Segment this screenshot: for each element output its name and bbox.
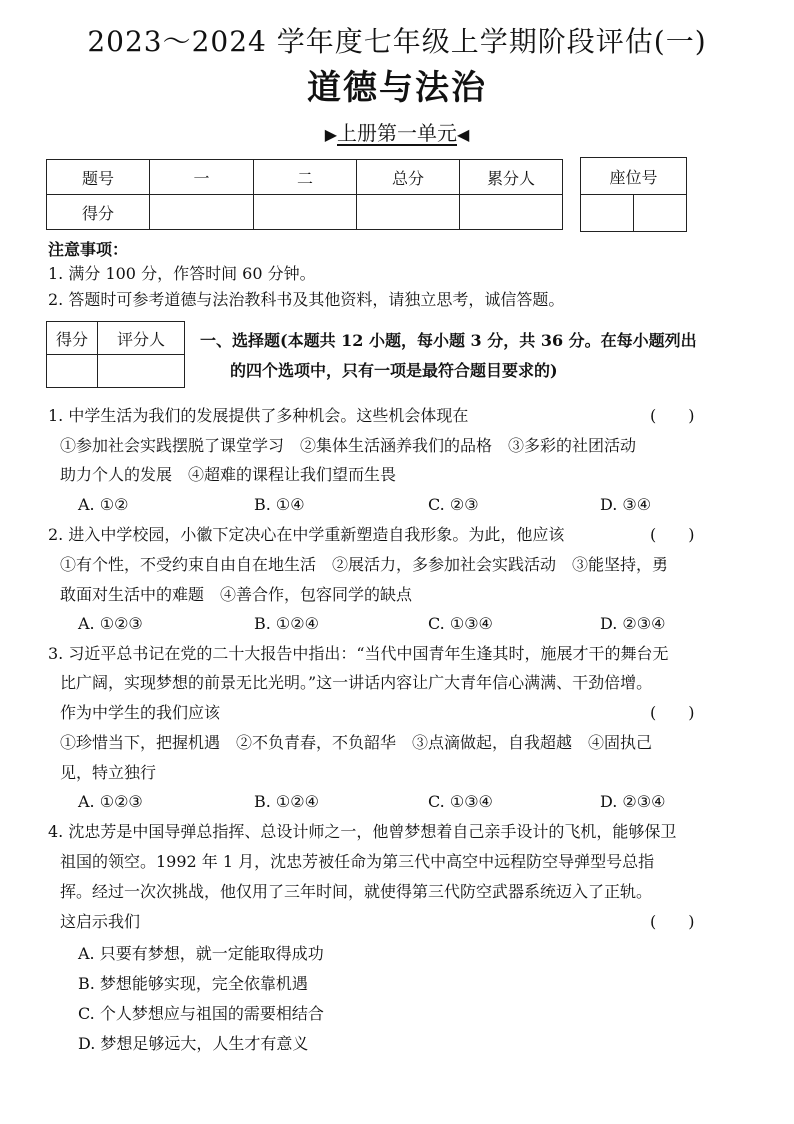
option-b: B. 梦想能够实现，完全依靠机遇 [78, 974, 308, 993]
option-d: D. ②③④ [600, 792, 666, 811]
section-heading-cont: 的四个选项中，只有一项是最符合题目要求的) [230, 361, 558, 380]
option-c: C. 个人梦想应与祖国的需要相结合 [78, 1004, 324, 1023]
seat-table [580, 157, 687, 232]
option-a: A. ①② [78, 495, 129, 514]
question-4-line: 这启示我们 [60, 912, 141, 931]
option-c: C. ①③④ [428, 792, 493, 811]
question-4-stem: 4. 沈忠芳是中国导弹总指挥、总设计师之一，他曾梦想着自己亲手设计的飞机，能够保卫 [48, 822, 677, 841]
question-3-line: 作为中学生的我们应该 [60, 703, 221, 722]
question-2-line: 敢面对生活中的难题 ④善合作，包容同学的缺点 [60, 585, 413, 604]
question-2-line: ①有个性，不受约束自由自在地生活 ②展活力，多参加社会实践活动 ③能坚持，勇 [60, 555, 669, 574]
question-4-line: 挥。经过一次次挑战，他仅用了三年时间，就使得第三代防空武器系统迈入了正轨。 [60, 882, 653, 901]
grader-score-header: 得分 [47, 322, 98, 355]
note-item: 1. 满分 100 分，作答时间 60 分钟。 [48, 264, 316, 283]
option-b: B. ①②④ [254, 614, 319, 633]
note-item: 2. 答题时可参考道德与法治教科书及其他资料，请独立思考，诚信答题。 [48, 290, 565, 309]
option-a: A. ①②③ [78, 614, 143, 633]
score-cell[interactable] [357, 195, 460, 230]
grader-name-cell[interactable] [98, 355, 185, 388]
score-header-cell: 总分 [357, 160, 460, 195]
seat-label: 座位号 [581, 158, 687, 195]
option-c: C. ①③④ [428, 614, 493, 633]
score-cell[interactable] [150, 195, 254, 230]
answer-bracket[interactable]: ( ) [650, 525, 695, 544]
question-4-line: 祖国的领空。1992 年 1 月，沈忠芳被任命为第三代中高空中远程防空导弹型号总指 [60, 852, 655, 871]
grader-name-header: 评分人 [98, 322, 185, 355]
question-3-stem: 3. 习近平总书记在党的二十大报告中指出：“当代中国青年生逢其时，施展才干的舞台无 [48, 644, 669, 663]
score-table-value-row [47, 195, 563, 230]
answer-bracket[interactable]: ( ) [650, 406, 695, 425]
question-1-line: 助力个人的发展 ④超难的课程让我们望而生畏 [60, 465, 397, 484]
score-header-cell: 二 [254, 160, 357, 195]
left-triangle-icon: ◀ [457, 125, 470, 144]
option-c: C. ②③ [428, 495, 479, 514]
score-header-cell: 一 [150, 160, 254, 195]
answer-bracket[interactable]: ( ) [650, 912, 695, 931]
option-d: D. 梦想足够远大，人生才有意义 [78, 1034, 309, 1053]
section-heading: 一、选择题(本题共 12 小题，每小题 3 分，共 36 分。在每小题列出 [200, 331, 697, 350]
notes-heading: 注意事项： [48, 240, 129, 259]
question-1-line: ①参加社会实践摆脱了课堂学习 ②集体生活涵养我们的品格 ③多彩的社团活动 [60, 436, 637, 455]
exam-title: 2023～2024 学年度七年级上学期阶段评估(一) [87, 25, 707, 58]
option-a: A. 只要有梦想，就一定能取得成功 [78, 944, 324, 963]
unit-text: 上册第一单元 [337, 121, 457, 145]
question-3-line: 比广阔，实现梦想的前景无比光明。”这一讲话内容让广大青年信心满满、干劲倍增。 [60, 673, 653, 692]
question-3-line: 见，特立独行 [60, 763, 157, 782]
subject-title: 道德与法治 [307, 68, 487, 108]
seat-cell[interactable] [581, 195, 634, 232]
right-triangle-icon: ▶ [324, 125, 337, 144]
score-cell[interactable] [254, 195, 357, 230]
score-table [46, 159, 563, 230]
option-b: B. ①②④ [254, 792, 319, 811]
option-d: D. ②③④ [600, 614, 666, 633]
option-d: D. ③④ [600, 495, 652, 514]
score-row-label: 得分 [47, 195, 150, 230]
option-a: A. ①②③ [78, 792, 143, 811]
question-3-line: ①珍惜当下，把握机遇 ②不负青春，不负韶华 ③点滴做起，自我超越 ④固执己 [60, 733, 653, 752]
answer-bracket[interactable]: ( ) [650, 703, 695, 722]
seat-cell[interactable] [634, 195, 687, 232]
question-1-stem: 1. 中学生活为我们的发展提供了多种机会。这些机会体现在 [48, 406, 469, 425]
option-b: B. ①④ [254, 495, 305, 514]
grader-score-cell[interactable] [47, 355, 98, 388]
grader-table [46, 321, 185, 388]
unit-label [0, 118, 794, 150]
score-header-cell: 累分人 [460, 160, 563, 195]
question-2-stem: 2. 进入中学校园，小徽下定决心在中学重新塑造自我形象。为此，他应该 [48, 525, 565, 544]
score-table-header-row [47, 160, 563, 195]
score-cell[interactable] [460, 195, 563, 230]
score-header-cell: 题号 [47, 160, 150, 195]
